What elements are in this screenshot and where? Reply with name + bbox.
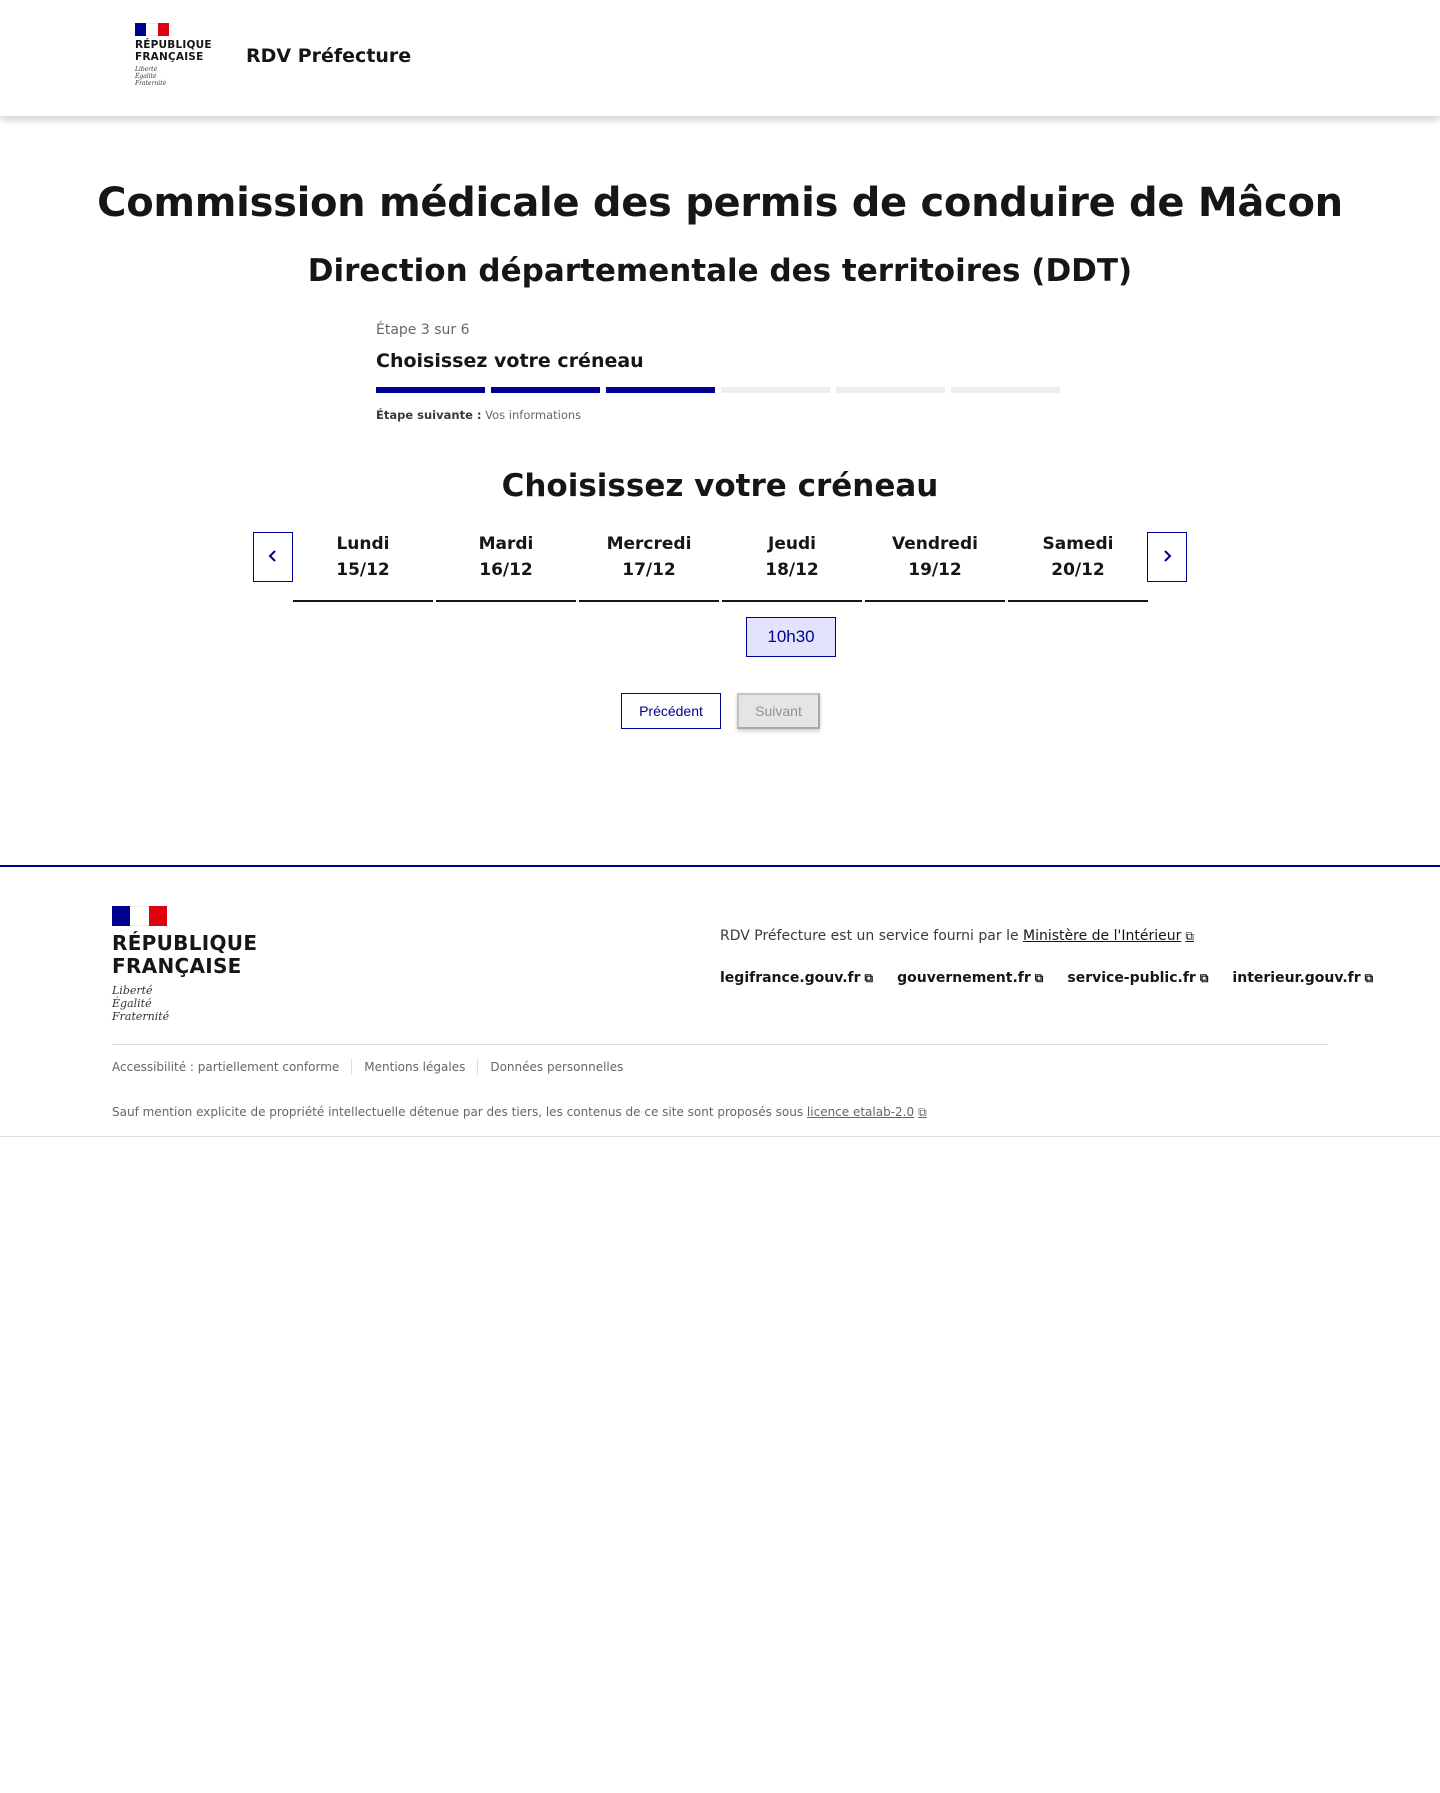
external-link-icon: ⧉ — [864, 971, 874, 985]
day-name: Mercredi — [606, 534, 692, 554]
day-column — [865, 532, 1005, 602]
footer-bottom-link[interactable]: Mentions légales — [364, 1060, 466, 1074]
external-link-icon: ⧉ — [1364, 971, 1374, 985]
day-date: 17/12 — [622, 560, 676, 580]
step-bar — [836, 387, 945, 393]
external-link-icon: ⧉ — [1034, 971, 1044, 985]
step-next — [376, 408, 1064, 422]
footer-license: Sauf mention explicite de propriété intellectuelle détenue par des tiers, les contenus de ce site sont proposés sous licence etalab-2.0 ⧉ — [112, 1105, 927, 1119]
day-column — [722, 532, 862, 602]
days-header — [293, 532, 1148, 602]
footer-logo-text: RÉPUBLIQUE FRANÇAISE — [112, 931, 258, 978]
footer-description: RDV Préfecture est un service fourni par le Ministère de l'Intérieur ⧉ — [720, 928, 1194, 944]
section-title: Choisissez votre créneau — [501, 468, 939, 504]
day-date: 15/12 — [336, 560, 390, 580]
step-progress-bars — [376, 387, 1064, 393]
day-name: Vendredi — [892, 534, 978, 554]
day-name: Lundi — [336, 534, 390, 554]
step-bar — [951, 387, 1060, 393]
footer-bottom-link[interactable]: Accessibilité : partiellement conforme — [112, 1060, 340, 1074]
previous-button[interactable]: Précédent — [621, 693, 721, 729]
marianne-flag-icon — [135, 23, 169, 36]
footer-republique-francaise-logo[interactable] — [112, 906, 257, 1023]
day-date: 19/12 — [908, 560, 962, 580]
step-bar — [376, 387, 485, 393]
day-name: Jeudi — [768, 534, 816, 554]
page-subtitle: Direction départementale des territoires (DDT) — [307, 253, 1133, 289]
service-title[interactable]: RDV Préfecture — [246, 45, 412, 67]
link-separator — [351, 1059, 352, 1075]
footer-link[interactable]: gouvernement.fr ⧉ — [897, 970, 1044, 986]
footer-link[interactable]: interieur.gouv.fr ⧉ — [1232, 970, 1374, 986]
devise: Liberté Égalité Fraternité — [135, 66, 167, 87]
external-link-icon: ⧉ — [918, 1105, 927, 1119]
footer-devise: Liberté Égalité Fraternité — [112, 984, 170, 1023]
time-slot-button[interactable]: 10h30 — [746, 617, 836, 657]
previous-week-button[interactable] — [253, 532, 293, 582]
chevron-left-icon — [267, 546, 279, 569]
next-button[interactable]: Suivant — [737, 693, 820, 729]
footer-bottom-link[interactable]: Données personnelles — [490, 1060, 624, 1074]
footer-links — [720, 970, 1373, 986]
link-separator — [477, 1059, 478, 1075]
site-footer — [0, 865, 1440, 1137]
ministere-interieur-link[interactable]: Ministère de l'Intérieur ⧉ — [1023, 928, 1194, 944]
footer-link[interactable]: legifrance.gouv.fr ⧉ — [720, 970, 874, 986]
day-date: 18/12 — [765, 560, 819, 580]
day-name: Samedi — [1042, 534, 1114, 554]
day-name: Mardi — [478, 534, 534, 554]
stepper — [376, 322, 1064, 422]
chevron-right-icon — [1161, 546, 1173, 569]
step-bar — [606, 387, 715, 393]
day-column — [1008, 532, 1148, 602]
step-next-label: Étape suivante : — [376, 408, 482, 422]
footer-link[interactable]: service-public.fr ⧉ — [1067, 970, 1209, 986]
licence-etalab-link[interactable]: licence etalab-2.0 ⧉ — [806, 1105, 927, 1119]
step-bar — [491, 387, 600, 393]
step-state: Étape 3 sur 6 — [376, 322, 470, 338]
republique-francaise-logo[interactable] — [135, 23, 225, 87]
footer-divider — [112, 1044, 1328, 1045]
day-column — [579, 532, 719, 602]
external-link-icon: ⧉ — [1185, 929, 1194, 943]
site-header — [0, 0, 1440, 116]
day-column — [293, 532, 433, 602]
step-title: Choisissez votre créneau — [376, 350, 644, 372]
next-week-button[interactable] — [1147, 532, 1187, 582]
external-link-icon: ⧉ — [1199, 971, 1209, 985]
logo-text: RÉPUBLIQUE FRANÇAISE — [135, 39, 212, 63]
footer-bottom-links — [112, 1059, 623, 1075]
step-next-value: Vos informations — [485, 408, 582, 422]
day-date: 20/12 — [1051, 560, 1105, 580]
step-bar — [721, 387, 830, 393]
day-date: 16/12 — [479, 560, 533, 580]
page-title: Commission médicale des permis de conduire de Mâcon — [97, 180, 1343, 226]
marianne-flag-icon — [112, 906, 167, 926]
day-column — [436, 532, 576, 602]
